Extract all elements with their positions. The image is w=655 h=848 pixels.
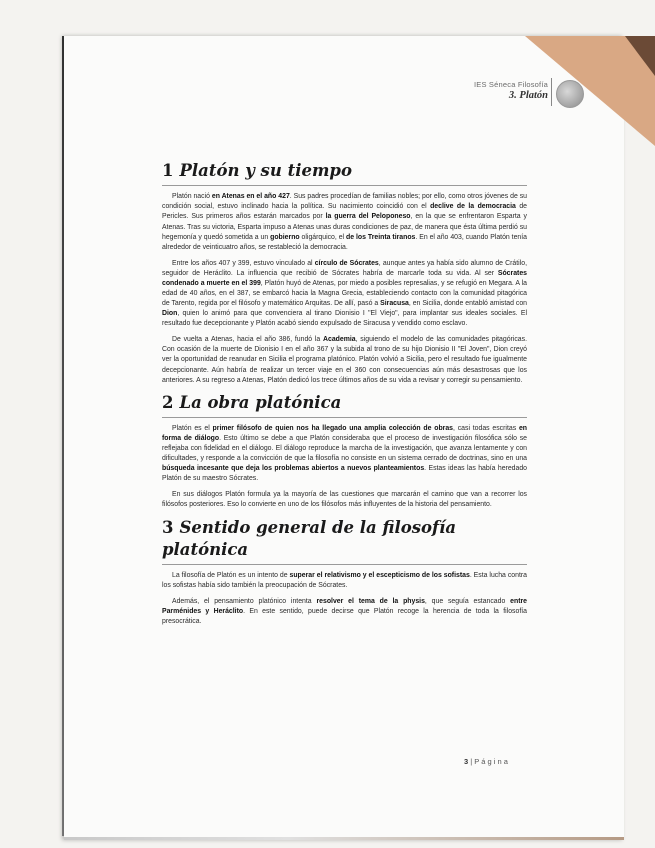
text-run: oligárquico, el — [299, 233, 347, 241]
section-number: 3 — [162, 517, 174, 537]
page-word: P á g i n a — [474, 757, 508, 766]
text-run: . En este sentido, puede decirse que Platón recoge la herencia de toda la filosofía presocrática. — [162, 608, 527, 626]
paragraph — [162, 259, 527, 330]
bold-text: en Atenas en el año 427 — [211, 193, 290, 201]
paragraph — [162, 192, 527, 252]
text-run: Además, el pensamiento platónico intenta — [172, 598, 317, 606]
text-run: De vuelta a Atenas, hacia el año 386, fundó la — [172, 336, 324, 344]
text-run: , en Sicilia, donde entabló amistad con — [408, 300, 528, 308]
text-run: En sus diálogos Platón formula ya la mayoría de las cuestiones que marcarán el camino que van a recorrer los filósofos posteriores. Eso lo convierte en uno de los filósofos más influyentes de la historia del pensamiento. — [162, 491, 527, 509]
header-school: IES Séneca Filosofía — [473, 80, 548, 89]
section-number: 2 — [162, 392, 174, 412]
bold-text: Siracusa — [380, 300, 409, 308]
bold-text: entre Parménides y Heráclito — [162, 598, 528, 616]
paragraph — [162, 490, 527, 510]
text-run: . En el año 403, cuando Platón tenía alrededor de veinticuatro años, se restableció la democracia. — [162, 233, 527, 251]
text-run: . Sus padres procedían de familias nobles; por ello, como otros jóvenes de su condición social, estuvo inclinado hacia la política. Su nacimiento coincidió con el — [162, 193, 527, 211]
text-run: de Pericles. Sus primeros años estarán marcados por — [162, 203, 527, 221]
text-run: . Esta lucha contra los sofistas había sido también la preocupación de Sócrates. — [162, 572, 527, 590]
paragraph — [162, 335, 527, 385]
footer-separator: | — [468, 757, 475, 766]
document-body — [162, 160, 527, 633]
bold-text: primer filósofo de quien nos ha llegado una amplia colección de obras — [212, 424, 454, 432]
text-run: , casi todas escritas — [453, 424, 519, 432]
section-2 — [162, 392, 527, 511]
bold-text: Dion — [162, 310, 178, 318]
section-heading — [162, 160, 527, 186]
bold-text: búsqueda incesante que deja los problemas abiertos a nuevos planteamientos — [162, 465, 425, 473]
paragraph — [162, 571, 527, 591]
bold-text: la guerra del Peloponeso — [325, 213, 411, 221]
bold-text: círculo de Sócrates — [314, 259, 379, 267]
text-run: Platón nació — [172, 193, 212, 201]
text-run: Platón es el — [172, 424, 213, 432]
bold-text: resolver el tema de la physis — [316, 598, 425, 606]
bold-text: declive de la democracia — [430, 203, 516, 211]
bold-text: Sócrates condenado a muerte en el 399 — [162, 269, 527, 287]
paragraph — [162, 424, 527, 484]
header-unit-title: 3. Platón — [508, 90, 548, 101]
text-run: . Esto último se debe a que Platón consideraba que el proceso de investigación filosófica sólo se reflejaba con fidelidad en el diálogo. El diálogo reproduce la marcha de la investigación, que avanza lentamente y con dificultades, y responde a la convicción de que la filosofía no consiste en un sistema cerrado de doctrinas, sino en una — [162, 435, 527, 463]
text-run: , Platón huyó de Atenas, por miedo a posibles represalias, y se refugió en Megara. A la edad de 40 años, en el 387, se embarcó hacia la Magna Grecia, estableciendo contacto con la comunidad pitagórica de Tarento, regida por el filósofo y matemático Arquitas. De allí, pasó a — [162, 279, 527, 308]
section-number: 1 — [162, 161, 174, 180]
bold-text: de los Treinta tiranos — [346, 233, 416, 241]
section-1 — [162, 160, 527, 386]
section-title: La obra platónica — [179, 392, 342, 412]
bold-text: en forma de diálogo — [162, 424, 527, 443]
section-heading — [162, 392, 527, 418]
page-number: 3 — [464, 757, 469, 766]
text-run: Entre los años 407 y 399, estuvo vinculado al — [172, 259, 315, 267]
text-run: , quien lo animó para que convenciera al tirano Dionisio I "El Viejo", para implantar sus ideales sociales. El resultado fue decepcionante y Platón acabó siendo expulsado de Siracusa y vendido como esclavo. — [162, 310, 527, 328]
page-footer — [464, 757, 508, 766]
text-run: , que seguía estancado — [424, 598, 511, 606]
text-run: , en la que se enfrentaron Esparta y Atenas. Tras su victoria, Esparta impuso a Atenas unas duras condiciones de paz, de manera que ésta última perdió su hegemonía y quedó sometida a un — [162, 213, 527, 241]
page-bottom-edge — [64, 837, 624, 840]
section-title: Platón y su tiempo — [179, 161, 352, 180]
bold-text: gobierno — [270, 233, 300, 241]
section-title: Sentido general de la filosofía platónica — [162, 517, 457, 559]
school-crest-icon — [556, 80, 584, 108]
paragraph — [162, 597, 527, 627]
section-heading — [162, 517, 527, 566]
text-run: . Estas ideas las había heredado Platón de su maestro Sócrates. — [162, 465, 527, 483]
section-3 — [162, 517, 527, 628]
text-run: , siguiendo el modelo de las comunidades pitagóricas. Con ocasión de la muerte de Dionisio I en el año 367 y la subida al trono de su hijo Dionisio II "El Joven", Dion creyó ver la oportunidad de reanudar en Sicilia el programa platónico. Platón volvió a Sicilia, pero el resultado fue igualmente decepcionante. Aún habría de realizar un tercer viaje en el 360 con consecuencias aún más desastrosas que los anteriores. A su regreso a Atenas, Platón dedicó los trece últimos años de su vida a revisar y corregir su pensamiento. — [162, 336, 527, 384]
bold-text: superar el relativismo y el escepticismo de los sofistas — [289, 572, 470, 580]
text-run: , aunque antes ya había sido alumno de Crátilo, seguidor de Heráclito. La influencia que recibió de Sócrates habría de marcarle toda su vida. Al ser — [162, 259, 527, 277]
text-run: La filosofía de Platón es un intento de — [172, 572, 290, 580]
bold-text: Academia — [323, 336, 356, 344]
header-divider — [551, 78, 552, 106]
page-header — [438, 80, 548, 101]
